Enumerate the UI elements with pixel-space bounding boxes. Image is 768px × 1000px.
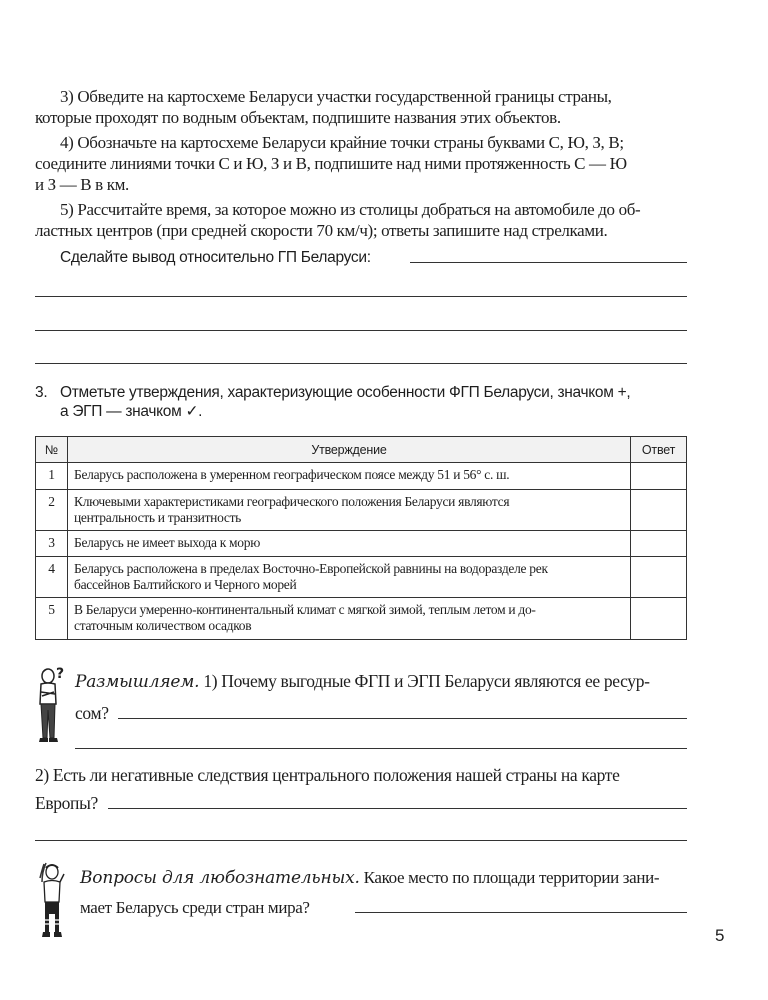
task-3-instruction-line-2: а ЭГП — значком ✓.	[60, 403, 203, 420]
task-3-number: 3.	[35, 384, 48, 401]
curious-line-1	[80, 867, 659, 889]
page-number: 5	[715, 926, 725, 945]
reflect-line-1	[75, 671, 650, 693]
answer-cell[interactable]	[631, 531, 687, 557]
table-row	[36, 557, 687, 598]
conclusion-answer-line-2[interactable]	[35, 296, 687, 297]
item-4-line-1: 4) Обозначьте на картосхеме Беларуси крайние точки страны буквами С, Ю, З, В;	[60, 133, 624, 152]
item-3-line-2: которые проходят по водным объектам, подпишите названия этих объектов.	[35, 108, 561, 127]
reflect-question-2: 2) Есть ли негативные следствия центрального положения нашей страны на карте	[35, 765, 620, 785]
task-3-instruction-line-1: Отметьте утверждения, характеризующие особенности ФГП Беларуси, значком +,	[60, 384, 631, 401]
thinking-boy-figure-icon	[34, 664, 70, 746]
row-number: 4	[36, 557, 68, 598]
svg-text:?: ?	[56, 666, 65, 682]
row-number: 3	[36, 531, 68, 557]
item-4-line-2: соедините линиями точки С и Ю, З и В, подпишите над ними протяженность С — Ю	[35, 154, 627, 173]
answer-cell[interactable]	[631, 463, 687, 490]
header-answer: Ответ	[631, 437, 687, 463]
row-number: 5	[36, 598, 68, 640]
row-number: 2	[36, 490, 68, 531]
answer-cell[interactable]	[631, 557, 687, 598]
statements-table	[35, 436, 687, 640]
item-3-line-1: 3) Обведите на картосхеме Беларуси участки государственной границы страны,	[60, 87, 612, 106]
item-5-line-1: 5) Рассчитайте время, за которое можно из столицы добраться на автомобиле до об-	[60, 200, 641, 219]
row-statement: В Беларуси умеренно-континентальный климат с мягкой зимой, теплым летом и до- статочным количеством осадков	[68, 598, 631, 640]
table-row	[36, 598, 687, 640]
header-number: №	[36, 437, 68, 463]
reflect-q1-answer-line-2[interactable]	[75, 748, 687, 749]
item-4-line-3: и З — В в км.	[35, 175, 129, 194]
reflect-question-2-cont: Европы?	[35, 793, 98, 813]
reflect-q2-answer-line-2[interactable]	[35, 840, 687, 841]
conclusion-answer-line-1[interactable]	[410, 262, 687, 263]
table-header-row	[36, 437, 687, 463]
row-statement: Беларусь расположена в пределах Восточно-Европейской равнины на водоразделе рек бассейнов Балтийского и Черного морей	[68, 557, 631, 598]
conclusion-answer-line-4[interactable]	[35, 363, 687, 364]
curious-answer-line[interactable]	[355, 912, 687, 913]
conclusion-answer-line-3[interactable]	[35, 330, 687, 331]
curious-heading: Вопросы для любознательных.	[80, 868, 360, 888]
table-row	[36, 463, 687, 490]
table-row	[36, 490, 687, 531]
answer-cell[interactable]	[631, 490, 687, 531]
reflect-heading: Размышляем.	[75, 672, 200, 692]
reflect-q1-answer-line-1[interactable]	[118, 718, 687, 719]
row-number: 1	[36, 463, 68, 490]
item-5-line-2: ластных центров (при средней скорости 70 км/ч); ответы запишите над стрелками.	[35, 221, 608, 240]
conclusion-prompt: Сделайте вывод относительно ГП Беларуси:	[60, 249, 371, 266]
row-statement: Ключевыми характеристиками географического положения Беларуси являются центральность и транзитность	[68, 490, 631, 531]
table-row	[36, 531, 687, 557]
header-statement: Утверждение	[68, 437, 631, 463]
reflect-q2-answer-line-1[interactable]	[108, 808, 687, 809]
curious-question: Какое место по площади территории зани-	[363, 868, 660, 887]
reflect-question-1: 1) Почему выгодные ФГП и ЭГП Беларуси являются ее ресур-	[203, 671, 650, 691]
row-statement: Беларусь не имеет выхода к морю	[68, 531, 631, 557]
row-statement: Беларусь расположена в умеренном географическом поясе между 51 и 56° с. ш.	[68, 463, 631, 490]
girl-figure-icon	[36, 860, 70, 942]
reflect-question-1-cont: сом?	[75, 703, 109, 723]
curious-question-cont: мает Беларусь среди стран мира?	[80, 898, 310, 917]
answer-cell[interactable]	[631, 598, 687, 640]
